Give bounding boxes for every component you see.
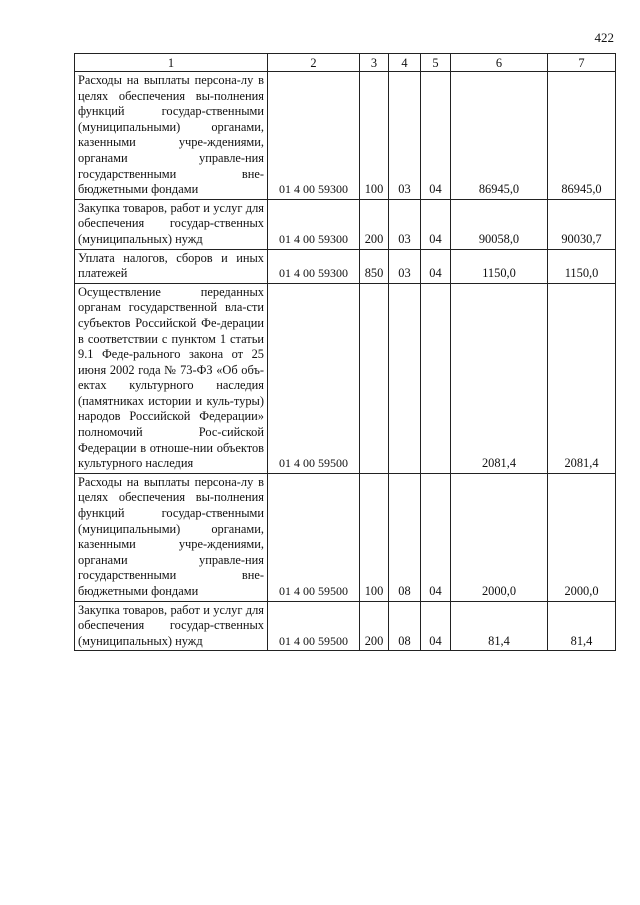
page-number: 422 [594, 30, 614, 45]
row-col4: 08 [389, 473, 421, 601]
row-code: 01 4 00 59300 [268, 199, 360, 249]
row-code: 01 4 00 59500 [268, 283, 360, 473]
row-col5: 04 [421, 199, 451, 249]
header-row [75, 54, 616, 72]
row-amount-6: 81,4 [451, 601, 548, 651]
row-code: 01 4 00 59500 [268, 473, 360, 601]
row-description: Осуществление переданных органам государственной вла-сти субъектов Российской Фе-дерации в соответствии с пунктом 1 статьи 9.1 Феде-рального закона от 25 июня 2002 года № 73-ФЗ «Об объ-ектах культурного наследия (памятниках истории и куль-туры) народов Российской Федерации» полномочий Рос-сийской Федерации в отноше-нии объектов культурного наследия [75, 283, 268, 473]
row-col3: 200 [360, 601, 389, 651]
row-description: Расходы на выплаты персона-лу в целях обеспечения вы-полнения функций государ-ственными (муниципальными) органами, казенными учре-ждениями, органами управле-ния государственными вне-бюджетными фондами [75, 72, 268, 200]
row-description: Закупка товаров, работ и услуг для обеспечения государ-ственных (муниципальных) нужд [75, 199, 268, 249]
row-description: Расходы на выплаты персона-лу в целях обеспечения вы-полнения функций государ-ственными (муниципальными) органами, казенными учре-ждениями, органами управле-ния государственными вне-бюджетными фондами [75, 473, 268, 601]
table-row [75, 601, 616, 651]
row-amount-6: 86945,0 [451, 72, 548, 200]
row-amount-7: 2000,0 [548, 473, 616, 601]
row-col4: 03 [389, 199, 421, 249]
table-row [75, 473, 616, 601]
row-amount-7: 86945,0 [548, 72, 616, 200]
row-amount-7: 1150,0 [548, 249, 616, 283]
row-col5: 04 [421, 249, 451, 283]
row-amount-7: 90030,7 [548, 199, 616, 249]
row-amount-6: 2000,0 [451, 473, 548, 601]
table-row [75, 249, 616, 283]
row-col3 [360, 283, 389, 473]
row-col5 [421, 283, 451, 473]
column-header: 4 [389, 54, 421, 72]
row-amount-7: 2081,4 [548, 283, 616, 473]
row-amount-7: 81,4 [548, 601, 616, 651]
table-row [75, 283, 616, 473]
column-header: 7 [548, 54, 616, 72]
column-header: 1 [75, 54, 268, 72]
row-amount-6: 2081,4 [451, 283, 548, 473]
row-col5: 04 [421, 473, 451, 601]
row-col3: 850 [360, 249, 389, 283]
row-code: 01 4 00 59300 [268, 249, 360, 283]
row-col4 [389, 283, 421, 473]
row-col3: 100 [360, 72, 389, 200]
budget-table [74, 53, 616, 651]
row-amount-6: 90058,0 [451, 199, 548, 249]
column-header: 3 [360, 54, 389, 72]
row-description: Закупка товаров, работ и услуг для обеспечения государ-ственных (муниципальных) нужд [75, 601, 268, 651]
row-col3: 200 [360, 199, 389, 249]
row-code: 01 4 00 59300 [268, 72, 360, 200]
table-row [75, 199, 616, 249]
row-col4: 03 [389, 249, 421, 283]
row-col5: 04 [421, 601, 451, 651]
column-header: 5 [421, 54, 451, 72]
column-header: 6 [451, 54, 548, 72]
row-code: 01 4 00 59500 [268, 601, 360, 651]
row-amount-6: 1150,0 [451, 249, 548, 283]
row-col5: 04 [421, 72, 451, 200]
column-header: 2 [268, 54, 360, 72]
row-col4: 03 [389, 72, 421, 200]
row-description: Уплата налогов, сборов и иных платежей [75, 249, 268, 283]
row-col3: 100 [360, 473, 389, 601]
row-col4: 08 [389, 601, 421, 651]
table-row [75, 72, 616, 200]
